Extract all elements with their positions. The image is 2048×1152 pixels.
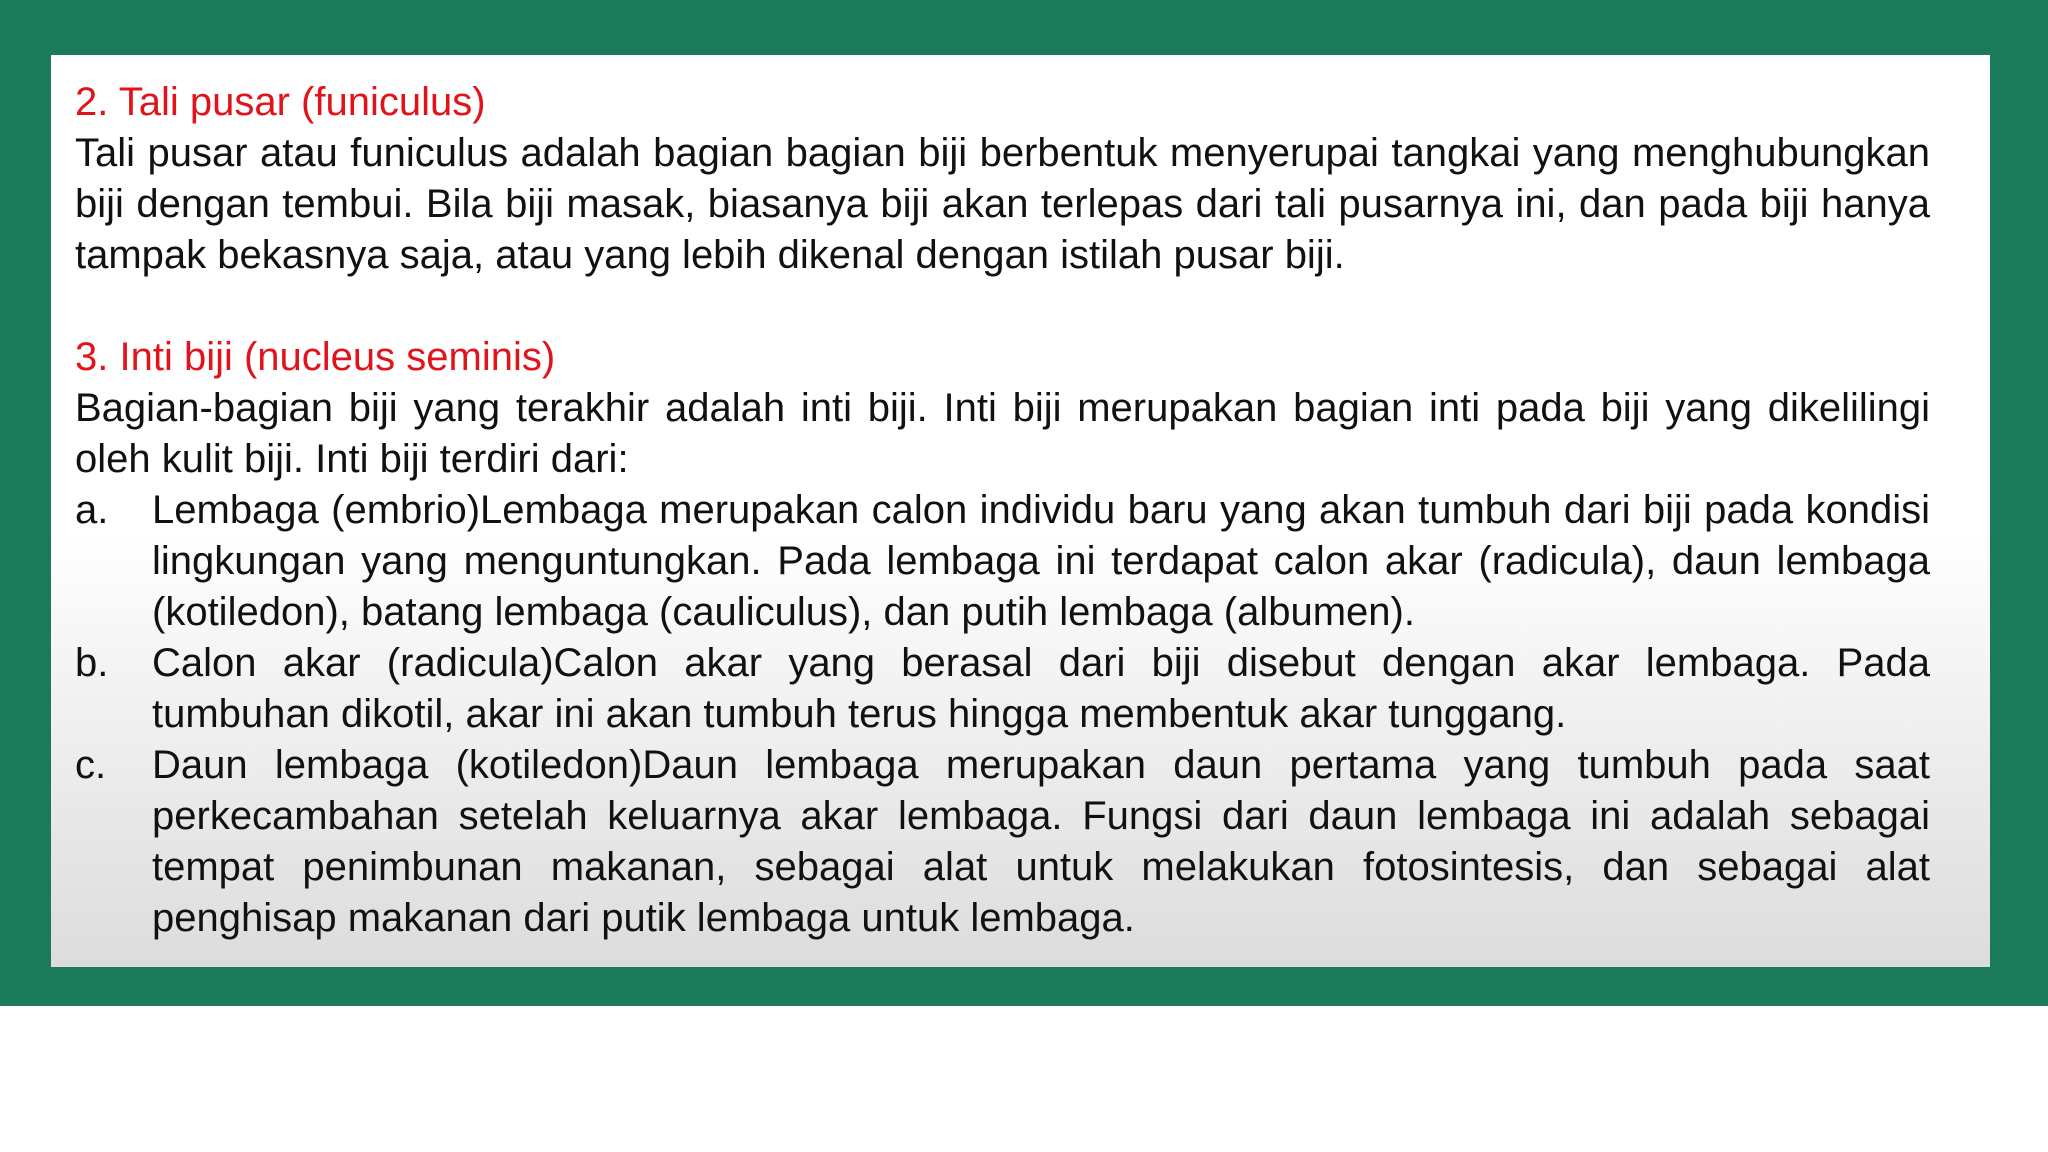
slide-panel	[51, 55, 1990, 967]
slide-content	[75, 77, 1930, 944]
section-2-body: Tali pusar atau funiculus adalah bagian bagian biji berbentuk menyerupai tangkai yang menghubungkan biji dengan tembui. Bila biji masak, biasanya biji akan terlepas dari tali pusarnya ini, dan pada biji hanya tampak bekasnya saja, atau yang lebih dikenal dengan istilah pusar biji.	[75, 131, 1930, 277]
list-item-text: Daun lembaga (kotiledon)Daun lembaga merupakan daun pertama yang tumbuh pada saat perkecambahan setelah keluarnya akar lembaga. Fungsi dari daun lembaga ini adalah sebagai tempat penimbunan makanan, sebagai alat untuk melakukan fotosintesis, dan sebagai alat penghisap makanan dari putik lembaga untuk lembaga.	[152, 743, 1930, 940]
list-marker: b.	[75, 641, 109, 685]
list-item-text: Calon akar (radicula)Calon akar yang berasal dari biji disebut dengan akar lembaga. Pada tumbuhan dikotil, akar ini akan tumbuh terus hingga membentuk akar tunggang.	[152, 641, 1930, 736]
list-marker: c.	[75, 743, 107, 787]
list-marker: a.	[75, 488, 109, 532]
section-spacer	[75, 281, 1930, 332]
section-3-heading: 3. Inti biji (nucleus seminis)	[75, 335, 556, 379]
list-item	[75, 638, 1930, 740]
seed-core-parts-list	[75, 485, 1930, 944]
list-item-text: Lembaga (embrio)Lembaga merupakan calon individu baru yang akan tumbuh dari biji pada kondisi lingkungan yang menguntungkan. Pada lembaga ini terdapat calon akar (radicula), daun lembaga (kotiledon), batang lembaga (cauliculus), dan putih lembaga (albumen).	[152, 488, 1930, 634]
list-item	[75, 485, 1930, 638]
list-item	[75, 740, 1930, 944]
section-3-intro: Bagian-bagian biji yang terakhir adalah inti biji. Inti biji merupakan bagian inti pada biji yang dikelilingi oleh kulit biji. Inti biji terdiri dari:	[75, 386, 1930, 481]
section-2-heading: 2. Tali pusar (funiculus)	[75, 80, 486, 124]
